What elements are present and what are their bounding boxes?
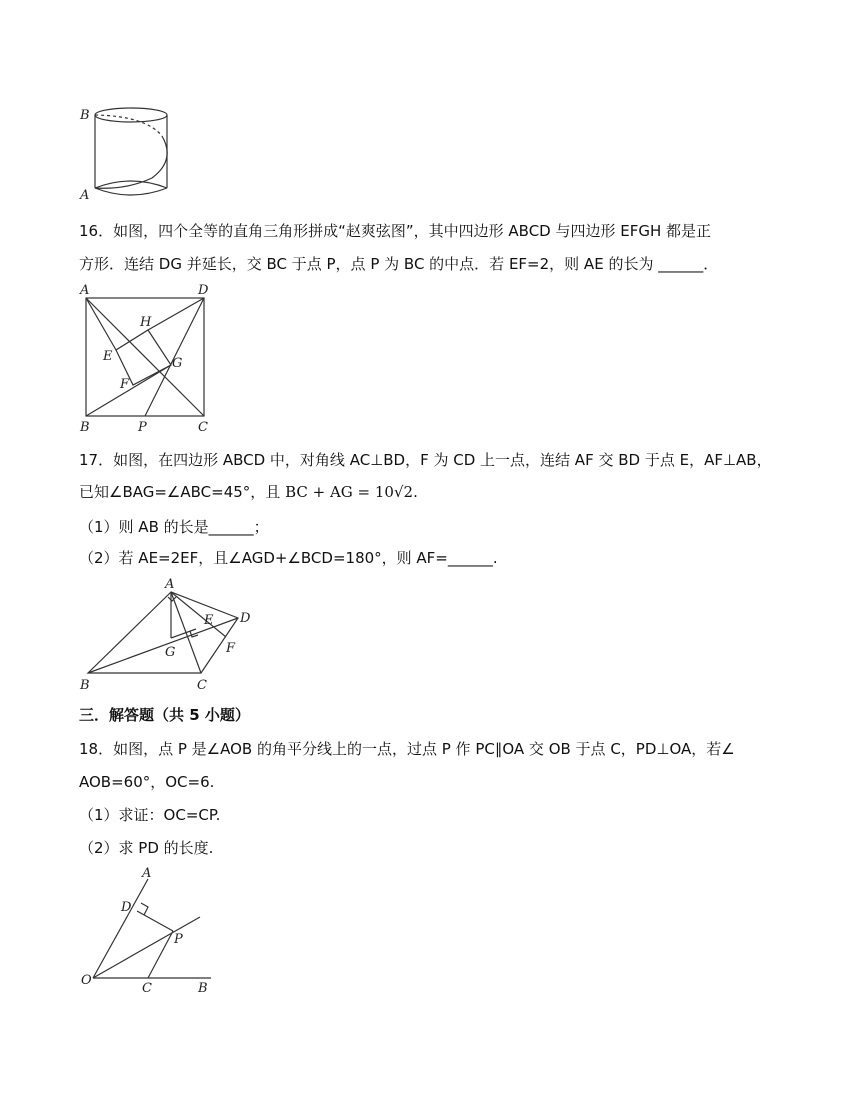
label-g: G [165,645,176,660]
label-c: C [197,678,207,693]
quadrilateral-figure [76,575,256,695]
q18-line2: AOB=60°，OC=6. [79,773,215,791]
q18-part1: （1）求证：OC=CP. [79,806,221,824]
label-e: E [103,349,113,364]
q17-line2-math: BC + AG = 10√2 [285,483,414,501]
label-p: P [174,932,183,947]
cylinder-bottom-back [95,181,167,188]
q17-line2-prefix: 已知∠BAG=∠ABC=45°，且 [79,483,286,501]
ray-bisector [93,917,200,978]
angle-figure [76,865,226,997]
label-d: D [240,611,251,626]
label-c: C [142,981,152,996]
segment-pd [137,911,173,931]
cylinder-path-hidden [95,115,162,136]
label-f: F [226,641,236,656]
label-d: D [121,900,132,915]
quad-outline [88,592,238,673]
section-heading: 三．解答题（共 5 小题） [79,706,250,724]
label-b: B [80,678,90,693]
label-g: G [172,356,183,371]
label-a: A [142,866,152,881]
cylinder-bottom-front [95,188,167,195]
label-o: O [81,973,92,988]
label-a: A [80,283,90,298]
label-b: B [80,108,90,123]
right-angle-marker-a [168,597,176,601]
ray-oa [93,879,148,978]
label-a: A [165,577,175,592]
q16-line2: 方形．连结 DG 并延长，交 BC 于点 P，点 P 为 BC 的中点．若 EF=2，则 AE 的长为 ______． [79,255,719,273]
q17-part2: （2）若 AE=2EF，且∠AGD+∠BCD=180°，则 AF=______. [79,549,498,567]
label-b: B [198,981,208,996]
label-c: C [198,420,208,434]
label-b: B [80,420,90,434]
q17-line2 [79,482,418,502]
label-a: A [80,188,90,202]
cylinder-top-ellipse [95,108,167,122]
segment-pc [148,931,173,978]
q17-line2-suffix: . [413,483,418,501]
q17-part1: （1）则 AB 的长是______； [79,518,269,536]
q17-line1: 17．如图，在四边形 ABCD 中，对角线 AC⊥BD，F 为 CD 上一点，连结 AF 交 BD 于点 E，AF⊥AB， [79,451,772,469]
label-p: P [138,420,147,434]
label-d: D [198,283,209,298]
square-figure [76,282,221,434]
label-e: E [204,613,214,628]
label-h: H [140,315,152,330]
q18-part2: （2）求 PD 的长度. [79,839,214,857]
cylinder-figure [76,100,176,202]
q16-line1: 16．如图，四个全等的直角三角形拼成“赵爽弦图”，其中四边形 ABCD 与四边形 EFGH 都是正 [79,222,712,240]
label-f: F [120,377,130,392]
q18-line1: 18．如图，点 P 是∠AOB 的角平分线上的一点，过点 P 作 PC∥OA 交 OB 于点 C，PD⊥OA，若∠ [79,740,735,758]
line-b-d [88,618,238,673]
